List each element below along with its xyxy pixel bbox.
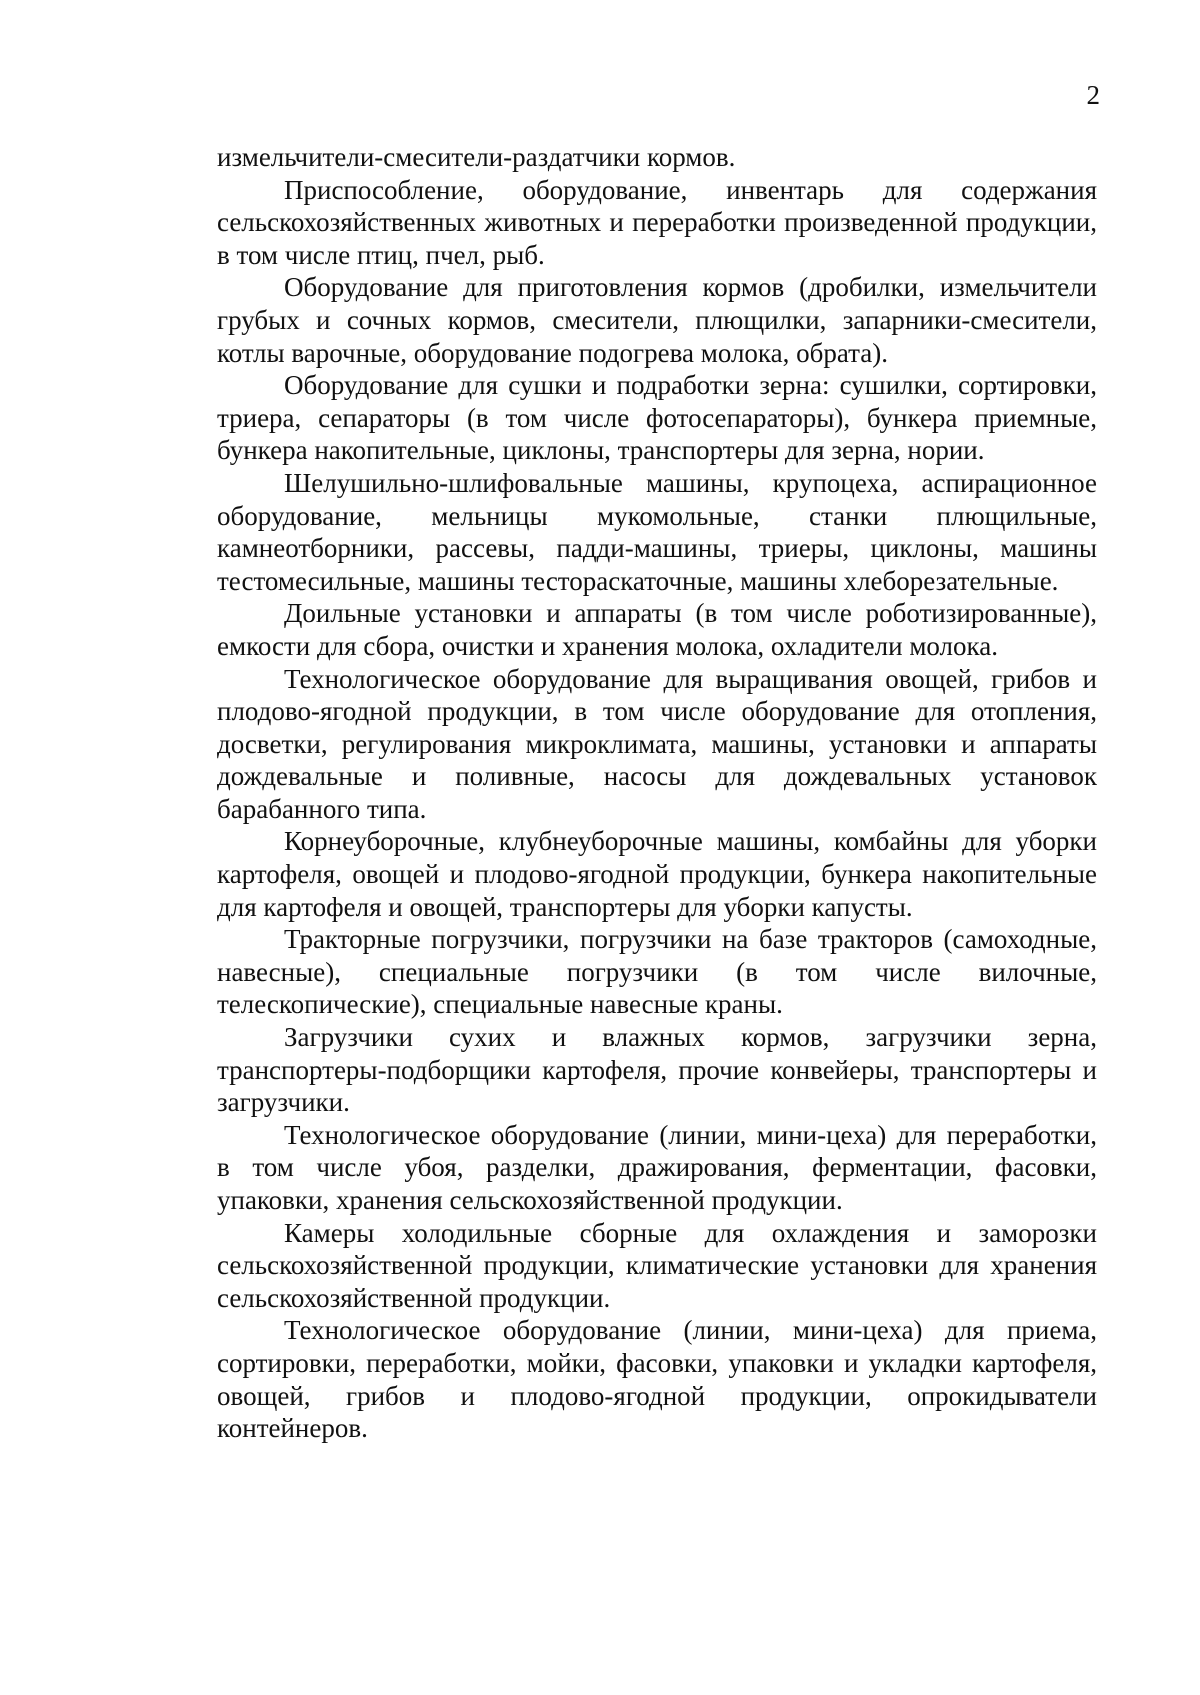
page-number: 2 bbox=[1086, 80, 1100, 110]
paragraph: Технологическое оборудование для выращивания овощей, грибов и плодово-ягодной продукции, в том числе оборудование для отопления, досветки, регулирования микроклимата, машины, установки и аппараты дождевальные и поливные, насосы для дождевальных установок барабанного типа. bbox=[217, 663, 1097, 824]
paragraph: Загрузчики сухих и влажных кормов, загрузчики зерна, транспортеры-подборщики картофеля, прочие конвейеры, транспортеры и загрузчики. bbox=[217, 1022, 1097, 1118]
paragraph: Технологическое оборудование (линии, мини-цеха) для приема, сортировки, переработки, мойки, фасовки, упаковки и укладки картофеля, овощей, грибов и плодово-ягодной продукции, опрокидыватели контейнеров. bbox=[217, 1315, 1097, 1444]
paragraph: Шелушильно-шлифовальные машины, крупоцеха, аспирационное оборудование, мельницы мукомольные, станки плющильные, камнеотборники, рассевы, падди-машины, триеры, циклоны, машины тестомесильные, машины тестораскаточные, машины хлеборезательные. bbox=[217, 467, 1097, 596]
paragraph: Приспособление, оборудование, инвентарь для содержания сельскохозяйственных животных и переработки произведенной продукции, в том числе птиц, пчел, рыб. bbox=[217, 174, 1097, 270]
paragraph: Технологическое оборудование (линии, мини-цеха) для переработки, в том числе убоя, разделки, дражирования, ферментации, фасовки, упаковки, хранения сельскохозяйственной продукции. bbox=[217, 1119, 1097, 1215]
paragraph: Камеры холодильные сборные для охлаждения и заморозки сельскохозяйственной продукции, климатические установки для хранения сельскохозяйственной продукции. bbox=[217, 1217, 1097, 1313]
document-body bbox=[217, 141, 1097, 1445]
paragraph: Доильные установки и аппараты (в том числе роботизированные), емкости для сбора, очистки и хранения молока, охладители молока. bbox=[217, 598, 1097, 661]
paragraph: Оборудование для приготовления кормов (дробилки, измельчители грубых и сочных кормов, смесители, плющилки, запарники-смесители, котлы варочные, оборудование подогрева молока, обрата). bbox=[217, 272, 1097, 368]
paragraph: Оборудование для сушки и подработки зерна: сушилки, сортировки, триера, сепараторы (в том числе фотосепараторы), бункера приемные, бункера накопительные, циклоны, транспортеры для зерна, нории. bbox=[217, 370, 1097, 466]
paragraph-continuation: измельчители-смесители-раздатчики кормов. bbox=[217, 142, 736, 172]
paragraph: Тракторные погрузчики, погрузчики на базе тракторов (самоходные, навесные), специальные погрузчики (в том числе вилочные, телескопические), специальные навесные краны. bbox=[217, 924, 1097, 1020]
paragraph: Корнеуборочные, клубнеуборочные машины, комбайны для уборки картофеля, овощей и плодово-ягодной продукции, бункера накопительные для картофеля и овощей, транспортеры для уборки капусты. bbox=[217, 826, 1097, 922]
